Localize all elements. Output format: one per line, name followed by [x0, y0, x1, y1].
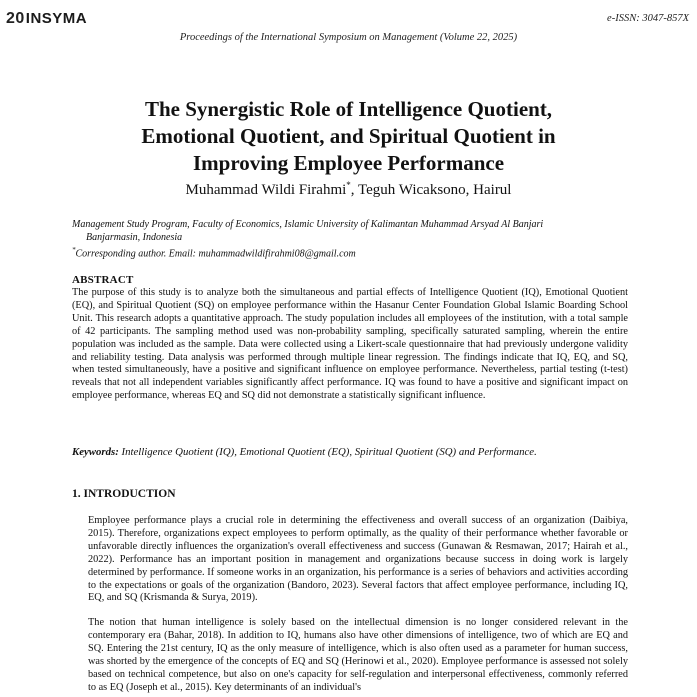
journal-header: [0, 8, 697, 32]
title-line: The Synergistic Role of Intelligence Quotient,: [144, 97, 553, 121]
issn-label: e-ISSN: 3047-857X: [607, 13, 689, 24]
affiliation-line: Banjarmasin, Indonesia: [86, 231, 183, 243]
paper-title: [40, 96, 657, 177]
proceedings-line: Proceedings of the International Symposium on Management (Volume 22, 2025): [179, 32, 518, 43]
corresponding-author: [72, 244, 632, 261]
paragraph-text: The notion that human intelligence is solely based on the intellectual dimension is no longer considered relevant in the contemporary era (Bahar, 2018). In addition to IQ, humans also have other dimensions of intelligence, two of which are EQ and SQ. Entering the 21st century, IQ as the only measure of intelligence, which is also often used as a parameter for human success, was shorted by the emergence of the concepts of EQ and SQ (Herinowi et al., 2020). Employee performance is assessed not solely based on technical competence, but also on one's capacity for self-regulation and interpersonal effectiveness, commonly referred to as EQ (Joseph et al., 2015). Key determinants of an individual's: [88, 617, 628, 693]
corresponding-mark: *: [72, 246, 76, 254]
affiliation-line: Management Study Program, Faculty of Economics, Islamic University of Kalimantan Muhammad Arsyad Al Banjari: [72, 219, 544, 230]
title-line: Emotional Quotient, and Spiritual Quotient in: [141, 124, 556, 148]
title-line: Improving Employee Performance: [192, 151, 505, 175]
author-rest: , Teguh Wicaksono, Hairul: [350, 182, 512, 198]
intro-paragraph: [72, 617, 628, 694]
keywords: [72, 446, 628, 458]
paragraph-text: Employee performance plays a crucial role in determining the effectiveness and overall success of an organization (Daibiya, 2015). Therefore, organizations expect employees to perform optimally, as the quality of their performance whether favorable or unfavorable directly influences the organization's overall effectiveness and success (Gunawan & Resmawan, 2017; Hairah et al., 2022). Performance has an important position in management and organizations because success in doing work is largely determined by performance. If someone works in an organization, his performance is a series of behaviors and activities according to the expectations or goals of the organization (Bandoro, 2023). Several factors that affect employee performance, including IQ, EQ, and SQ (Krismanda & Surya, 2019).: [88, 515, 628, 604]
section-heading-introduction: 1. INTRODUCTION: [72, 488, 176, 500]
abstract-body: The purpose of this study is to analyze both the simultaneous and partial effects of Intelligence Quotient (IQ), Emotional Quotient (EQ), and Spiritual Quotient (SQ) on employee performance within the Hasanur Center Foundation Global Islamic Boarding School Unit. This research adopts a quantitative approach. The study population includes all employees of the institution, with a total sample of 42 participants. The sampling method used was non-probability sampling, specifically saturated sampling, wherein the entire population was included as the sample. Data were collected using a Likert-scale questionnaire that had previously undergone validity and reliability testing. Data analysis was performed through multiple linear regression. The findings indicate that IQ, EQ, and SQ, when tested simultaneously, have a positive and significant influence on employee performance. Nevertheless, partial testing (t-test) reveals that not all independent variables significantly affect performance. IQ was found to have a positive and significant impact on employee performance, whereas EQ and SQ did not demonstrate a statistically significant influence.: [72, 287, 628, 402]
intro-paragraph: [72, 515, 628, 605]
affiliation: [72, 219, 632, 261]
abstract-heading: ABSTRACT: [72, 274, 134, 286]
keywords-label: Keywords:: [72, 446, 119, 458]
author-list: [0, 180, 697, 199]
logo-text: INSYMA: [25, 10, 88, 27]
corresponding-text: Corresponding author. Email: muhammadwildifirahmi08@gmail.com: [75, 248, 356, 260]
corresponding-mark: *: [346, 180, 351, 190]
keywords-text: Intelligence Quotient (IQ), Emotional Quotient (EQ), Spiritual Quotient (SQ) and Performance.: [118, 446, 537, 458]
logo-prefix: 20: [6, 10, 25, 27]
insyma-logo: [6, 10, 87, 28]
author-first: Muhammad Wildi Firahmi: [185, 182, 347, 198]
